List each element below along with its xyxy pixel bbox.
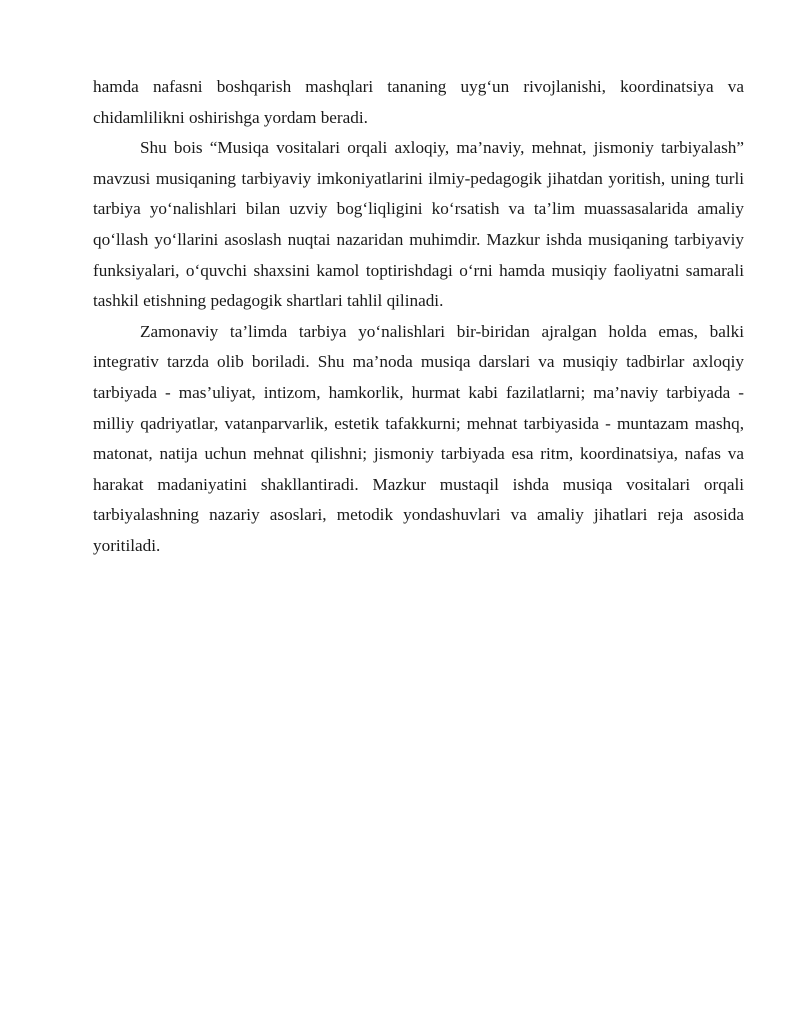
document-body [93, 72, 744, 562]
paragraph-continuation: hamda nafasni boshqarish mashqlari tananing uyg‘un rivojlanishi, koordinatsiya va chidamlilikni oshirishga yordam beradi. [93, 77, 744, 127]
paragraph-integrative-education: Zamonaviy ta’limda tarbiya yo‘nalishlari bir-biridan ajralgan holda emas, balki integrativ tarzda olib boriladi. Shu ma’noda musiqa darslari va musiqiy tadbirlar axloqiy tarbiyada - mas’uliyat, intizom, hamkorlik, hurmat kabi fazilatlarni; ma’naviy tarbiyada - milliy qadriyatlar, vatanparvarlik, estetik tafakkurni; mehnat tarbiyasida - muntazam mashq, matonat, natija uchun mehnat qilishni; jismoniy tarbiyada esa ritm, koordinatsiya, nafas va harakat madaniyatini shakllantiradi. Mazkur mustaqil ishda musiqa vositalari orqali tarbiyalashning nazariy asoslari, metodik yondashuvlari va amaliy jihatlari reja asosida yoritiladi. [93, 321, 744, 555]
paragraph-topic-relevance: Shu bois “Musiqa vositalari orqali axloqiy, ma’naviy, mehnat, jismoniy tarbiyalash” mavzusi musiqaning tarbiyaviy imkoniyatlarini ilmiy-pedagogik jihatdan yoritish, uning turli tarbiya yo‘nalishlari bilan uzviy bog‘liqligini ko‘rsatish va ta’lim muassasalarida amaliy qo‘llash yo‘llarini asoslash nuqtai nazaridan muhimdir. Mazkur ishda musiqaning tarbiyaviy funksiyalari, o‘quvchi shaxsini kamol toptirishdagi o‘rni hamda musiqiy faoliyatni samarali tashkil etishning pedagogik shartlari tahlil qilinadi. [93, 138, 744, 311]
